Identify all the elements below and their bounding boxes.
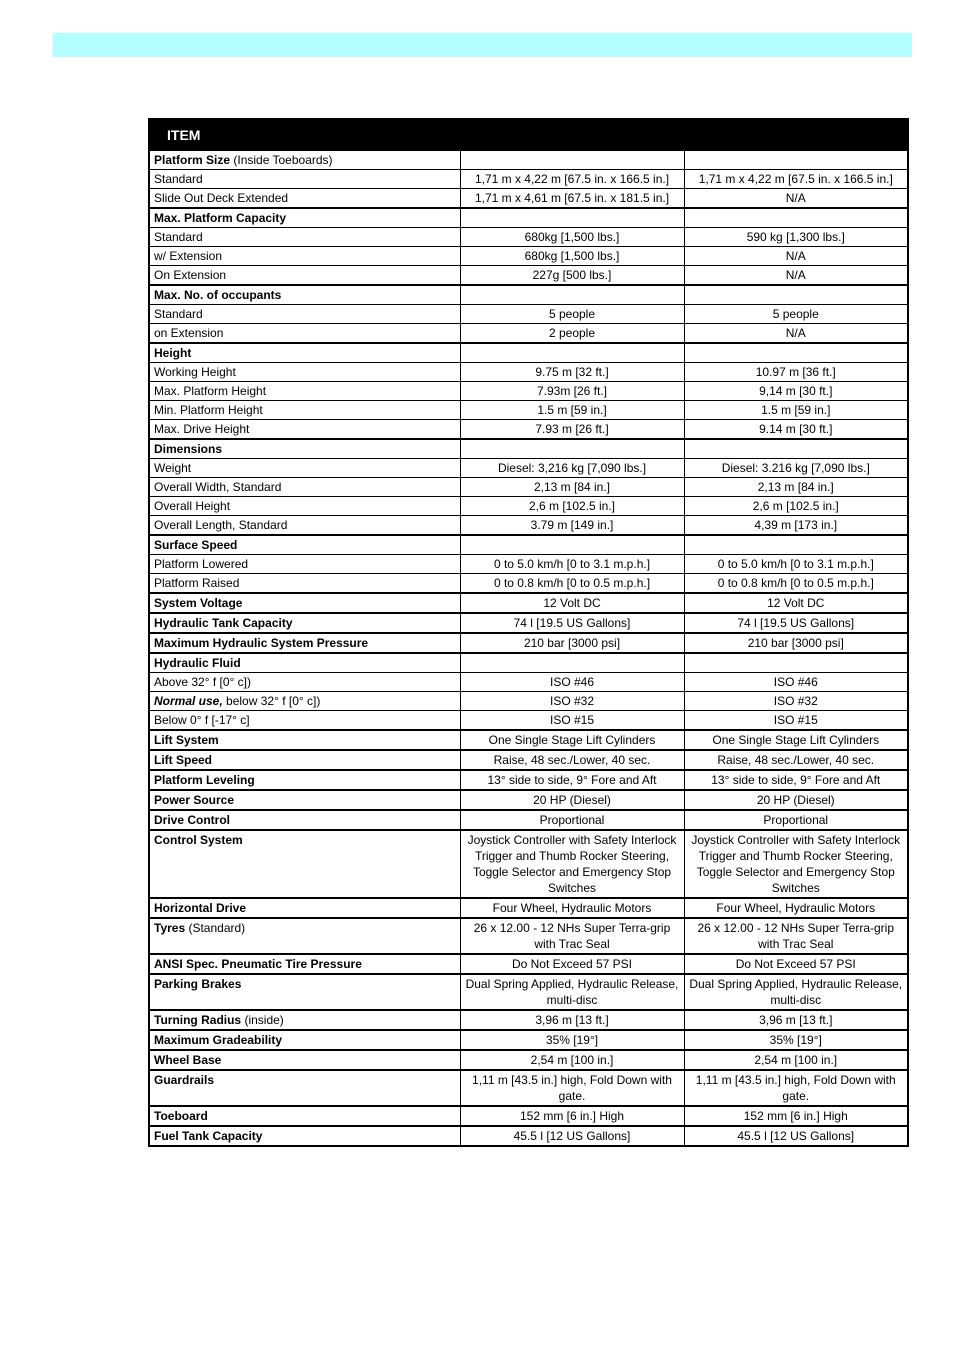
spec-value-model-2: 9.14 m [30 ft.] bbox=[684, 420, 908, 440]
spec-label-text: Overall Height bbox=[154, 499, 231, 513]
spec-label-cell bbox=[149, 954, 460, 974]
spec-value-model-1: 9.75 m [32 ft.] bbox=[460, 363, 684, 382]
spec-value-model-1: Do Not Exceed 57 PSI bbox=[460, 954, 684, 974]
spec-value-model-1: 26 x 12.00 - 12 NHs Super Terra-grip with Trac Seal bbox=[460, 918, 684, 954]
table-row bbox=[149, 574, 908, 594]
spec-value-model-1: Proportional bbox=[460, 810, 684, 830]
spec-label-cell bbox=[149, 593, 460, 613]
spec-value-model-1: One Single Stage Lift Cylinders bbox=[460, 730, 684, 750]
table-row bbox=[149, 1070, 908, 1106]
table-row bbox=[149, 653, 908, 673]
spec-value-model-1: 5 people bbox=[460, 305, 684, 324]
spec-label-cell bbox=[149, 343, 460, 363]
spec-label-bold: Hydraulic Tank Capacity bbox=[154, 616, 293, 630]
spec-label-bold: Fuel Tank Capacity bbox=[154, 1129, 263, 1143]
spec-label-cell bbox=[149, 555, 460, 574]
spec-label-bold: Max. Platform Capacity bbox=[154, 211, 287, 225]
spec-value-model-2: ISO #46 bbox=[684, 673, 908, 692]
table-row bbox=[149, 1106, 908, 1126]
spec-label-cell bbox=[149, 692, 460, 711]
spec-label-bold: Toeboard bbox=[154, 1109, 208, 1123]
spec-label-bold: Lift System bbox=[154, 733, 219, 747]
spec-value-model-2: 152 mm [6 in.] High bbox=[684, 1106, 908, 1126]
table-row bbox=[149, 439, 908, 459]
table-row bbox=[149, 974, 908, 1010]
table-row bbox=[149, 247, 908, 266]
spec-label-bold: Lift Speed bbox=[154, 753, 213, 767]
spec-value-model-2: 26 x 12.00 - 12 NHs Super Terra-grip with Trac Seal bbox=[684, 918, 908, 954]
spec-label-cell bbox=[149, 918, 460, 954]
spec-label-cell bbox=[149, 382, 460, 401]
spec-value-model-2: 3,96 m [13 ft.] bbox=[684, 1010, 908, 1030]
spec-label-cell bbox=[149, 750, 460, 770]
spec-value-model-2 bbox=[684, 208, 908, 228]
spec-value-model-2: 2,6 m [102.5 in.] bbox=[684, 497, 908, 516]
spec-label-text: Standard bbox=[154, 230, 203, 244]
spec-label-cell bbox=[149, 830, 460, 898]
spec-label-bold: Height bbox=[154, 346, 192, 360]
spec-value-model-2: 35% [19°] bbox=[684, 1030, 908, 1050]
spec-value-model-1: 0 to 5.0 km/h [0 to 3.1 m.p.h.] bbox=[460, 555, 684, 574]
table-row bbox=[149, 593, 908, 613]
spec-value-model-2 bbox=[684, 343, 908, 363]
spec-label-bold: Platform Size bbox=[154, 153, 231, 167]
spec-value-model-1: 2,54 m [100 in.] bbox=[460, 1050, 684, 1070]
spec-label-cell bbox=[149, 613, 460, 633]
spec-label-text: Overall Width, Standard bbox=[154, 480, 282, 494]
table-row bbox=[149, 898, 908, 918]
table-row bbox=[149, 770, 908, 790]
spec-label-text: Standard bbox=[154, 172, 203, 186]
table-row bbox=[149, 343, 908, 363]
spec-value-model-2: N/A bbox=[684, 324, 908, 344]
spec-label-text: Slide Out Deck Extended bbox=[154, 191, 289, 205]
spec-label-cell bbox=[149, 439, 460, 459]
spec-label-cell bbox=[149, 673, 460, 692]
spec-value-model-1: ISO #15 bbox=[460, 711, 684, 731]
table-row bbox=[149, 1050, 908, 1070]
table-row bbox=[149, 810, 908, 830]
spec-label-cell bbox=[149, 516, 460, 536]
spec-label-cell bbox=[149, 574, 460, 594]
spec-value-model-1: 3,96 m [13 ft.] bbox=[460, 1010, 684, 1030]
spec-label-bold: Maximum Gradeability bbox=[154, 1033, 283, 1047]
spec-value-model-2: 4,39 m [173 in.] bbox=[684, 516, 908, 536]
table-row bbox=[149, 401, 908, 420]
spec-value-model-2 bbox=[684, 535, 908, 555]
spec-label-cell bbox=[149, 653, 460, 673]
spec-label-bold: Power Source bbox=[154, 793, 235, 807]
spec-value-model-2: 1,71 m x 4,22 m [67.5 in. x 166.5 in.] bbox=[684, 170, 908, 189]
table-row bbox=[149, 830, 908, 898]
table-row bbox=[149, 633, 908, 653]
table-row bbox=[149, 750, 908, 770]
specifications-table bbox=[148, 118, 909, 1147]
spec-value-model-2: 0 to 5.0 km/h [0 to 3.1 m.p.h.] bbox=[684, 555, 908, 574]
spec-value-model-1: 35% [19°] bbox=[460, 1030, 684, 1050]
spec-value-model-2: Dual Spring Applied, Hydraulic Release, multi-disc bbox=[684, 974, 908, 1010]
table-header-item: ITEM bbox=[149, 119, 908, 150]
spec-label-bold: ANSI Spec. Pneumatic Tire Pressure bbox=[154, 957, 362, 971]
spec-label-cell bbox=[149, 420, 460, 440]
spec-value-model-1 bbox=[460, 285, 684, 305]
spec-value-model-1: 152 mm [6 in.] High bbox=[460, 1106, 684, 1126]
spec-value-model-2: 210 bar [3000 psi] bbox=[684, 633, 908, 653]
spec-label-cell bbox=[149, 478, 460, 497]
spec-value-model-2: 10.97 m [36 ft.] bbox=[684, 363, 908, 382]
spec-label-text: Platform Lowered bbox=[154, 557, 249, 571]
spec-label-text: Standard bbox=[154, 307, 203, 321]
spec-value-model-1: 680kg [1,500 lbs.] bbox=[460, 247, 684, 266]
spec-label-bold: Dimensions bbox=[154, 442, 223, 456]
spec-label-text: on Extension bbox=[154, 326, 224, 340]
spec-value-model-2: 590 kg [1,300 lbs.] bbox=[684, 228, 908, 247]
table-row bbox=[149, 266, 908, 286]
spec-label-cell bbox=[149, 459, 460, 478]
spec-value-model-2: ISO #32 bbox=[684, 692, 908, 711]
table-row bbox=[149, 478, 908, 497]
spec-label-cell bbox=[149, 790, 460, 810]
table-row bbox=[149, 790, 908, 810]
spec-label-text: below 32° f [0° c]) bbox=[222, 694, 321, 708]
spec-label-cell bbox=[149, 150, 460, 170]
spec-label-cell bbox=[149, 1050, 460, 1070]
spec-label-cell bbox=[149, 810, 460, 830]
spec-value-model-1: 13° side to side, 9° Fore and Aft bbox=[460, 770, 684, 790]
spec-label-cell bbox=[149, 324, 460, 344]
table-row bbox=[149, 189, 908, 209]
table-body bbox=[149, 150, 908, 1146]
spec-value-model-2: Do Not Exceed 57 PSI bbox=[684, 954, 908, 974]
spec-value-model-1 bbox=[460, 653, 684, 673]
spec-label-bold: Drive Control bbox=[154, 813, 231, 827]
spec-value-model-1: 7.93 m [26 ft.] bbox=[460, 420, 684, 440]
spec-value-model-1: 227g [500 lbs.] bbox=[460, 266, 684, 286]
spec-value-model-2: ISO #15 bbox=[684, 711, 908, 731]
table-row bbox=[149, 613, 908, 633]
spec-value-model-1: 0 to 0.8 km/h [0 to 0.5 m.p.h.] bbox=[460, 574, 684, 594]
spec-value-model-2: 13° side to side, 9° Fore and Aft bbox=[684, 770, 908, 790]
spec-value-model-2: Proportional bbox=[684, 810, 908, 830]
spec-value-model-2: N/A bbox=[684, 189, 908, 209]
spec-value-model-1: ISO #46 bbox=[460, 673, 684, 692]
spec-label-bold: Control System bbox=[154, 833, 243, 847]
spec-value-model-1: 20 HP (Diesel) bbox=[460, 790, 684, 810]
table-row bbox=[149, 228, 908, 247]
header-band bbox=[53, 33, 912, 57]
spec-label-bold: Parking Brakes bbox=[154, 977, 242, 991]
spec-table-container bbox=[148, 118, 909, 1147]
spec-label-bold: Turning Radius bbox=[154, 1013, 242, 1027]
table-row bbox=[149, 305, 908, 324]
spec-value-model-2: 20 HP (Diesel) bbox=[684, 790, 908, 810]
table-row bbox=[149, 420, 908, 440]
spec-label-bold: Wheel Base bbox=[154, 1053, 222, 1067]
spec-label-bold: System Voltage bbox=[154, 596, 243, 610]
table-row bbox=[149, 516, 908, 536]
table-row bbox=[149, 285, 908, 305]
spec-label-cell bbox=[149, 208, 460, 228]
spec-value-model-1: 2,6 m [102.5 in.] bbox=[460, 497, 684, 516]
spec-value-model-2: Raise, 48 sec./Lower, 40 sec. bbox=[684, 750, 908, 770]
table-header-row bbox=[149, 119, 908, 150]
spec-value-model-1 bbox=[460, 208, 684, 228]
table-row bbox=[149, 954, 908, 974]
spec-label-text: Platform Raised bbox=[154, 576, 240, 590]
spec-label-cell bbox=[149, 633, 460, 653]
spec-label-bold: Max. No. of occupants bbox=[154, 288, 282, 302]
spec-value-model-1: Joystick Controller with Safety Interlock Trigger and Thumb Rocker Steering, Toggle Selector and Emergency Stop Switches bbox=[460, 830, 684, 898]
spec-value-model-1: 3.79 m [149 in.] bbox=[460, 516, 684, 536]
table-row bbox=[149, 497, 908, 516]
spec-label-bold: Surface Speed bbox=[154, 538, 238, 552]
table-row bbox=[149, 673, 908, 692]
spec-label-cell bbox=[149, 770, 460, 790]
table-row bbox=[149, 535, 908, 555]
spec-value-model-2: 1.5 m [59 in.] bbox=[684, 401, 908, 420]
spec-label-cell bbox=[149, 228, 460, 247]
spec-label-text: Overall Length, Standard bbox=[154, 518, 288, 532]
spec-value-model-1: 2 people bbox=[460, 324, 684, 344]
spec-value-model-2: 9,14 m [30 ft.] bbox=[684, 382, 908, 401]
table-row bbox=[149, 1126, 908, 1146]
spec-label-cell bbox=[149, 497, 460, 516]
spec-label-text: Max. Drive Height bbox=[154, 422, 250, 436]
spec-value-model-2: N/A bbox=[684, 266, 908, 286]
spec-value-model-2: 1,11 m [43.5 in.] high, Fold Down with gate. bbox=[684, 1070, 908, 1106]
spec-label-cell bbox=[149, 189, 460, 209]
spec-value-model-2: N/A bbox=[684, 247, 908, 266]
spec-label-cell bbox=[149, 305, 460, 324]
spec-label-bold: Platform Leveling bbox=[154, 773, 255, 787]
table-row bbox=[149, 324, 908, 344]
table-row bbox=[149, 1030, 908, 1050]
spec-label-bold: Tyres bbox=[154, 921, 186, 935]
spec-value-model-1: 45.5 l [12 US Gallons] bbox=[460, 1126, 684, 1146]
spec-value-model-2: 5 people bbox=[684, 305, 908, 324]
spec-label-cell bbox=[149, 1126, 460, 1146]
spec-value-model-1: 1,11 m [43.5 in.] high, Fold Down with gate. bbox=[460, 1070, 684, 1106]
table-row bbox=[149, 459, 908, 478]
table-row bbox=[149, 918, 908, 954]
spec-value-model-2: 2,13 m [84 in.] bbox=[684, 478, 908, 497]
spec-value-model-1: ISO #32 bbox=[460, 692, 684, 711]
spec-label-text: Below 0° f [-17° c] bbox=[154, 713, 250, 727]
table-row bbox=[149, 692, 908, 711]
table-row bbox=[149, 711, 908, 731]
spec-label-cell bbox=[149, 711, 460, 731]
spec-value-model-1 bbox=[460, 439, 684, 459]
spec-label-cell bbox=[149, 285, 460, 305]
spec-label-text: Max. Platform Height bbox=[154, 384, 267, 398]
spec-value-model-1: 680kg [1,500 lbs.] bbox=[460, 228, 684, 247]
spec-label-cell bbox=[149, 170, 460, 189]
spec-label-text: (inside) bbox=[241, 1013, 284, 1027]
table-row bbox=[149, 208, 908, 228]
spec-label-text: On Extension bbox=[154, 268, 227, 282]
spec-label-bold: Maximum Hydraulic System Pressure bbox=[154, 636, 369, 650]
spec-label-cell bbox=[149, 363, 460, 382]
spec-value-model-2 bbox=[684, 285, 908, 305]
table-row bbox=[149, 170, 908, 189]
spec-label-cell bbox=[149, 266, 460, 286]
spec-value-model-1: Diesel: 3,216 kg [7,090 lbs.] bbox=[460, 459, 684, 478]
spec-value-model-1: Raise, 48 sec./Lower, 40 sec. bbox=[460, 750, 684, 770]
spec-value-model-1: 210 bar [3000 psi] bbox=[460, 633, 684, 653]
spec-value-model-2: 0 to 0.8 km/h [0 to 0.5 m.p.h.] bbox=[684, 574, 908, 594]
spec-value-model-1 bbox=[460, 343, 684, 363]
table-row bbox=[149, 555, 908, 574]
table-row bbox=[149, 382, 908, 401]
spec-value-model-1: Dual Spring Applied, Hydraulic Release, multi-disc bbox=[460, 974, 684, 1010]
spec-label-cell bbox=[149, 247, 460, 266]
spec-value-model-1: 7.93m [26 ft.] bbox=[460, 382, 684, 401]
spec-value-model-1: 2,13 m [84 in.] bbox=[460, 478, 684, 497]
spec-value-model-1: 1,71 m x 4,22 m [67.5 in. x 166.5 in.] bbox=[460, 170, 684, 189]
spec-value-model-1: 1,71 m x 4,61 m [67.5 in. x 181.5 in.] bbox=[460, 189, 684, 209]
spec-label-bold: Hydraulic Fluid bbox=[154, 656, 241, 670]
spec-value-model-2: Four Wheel, Hydraulic Motors bbox=[684, 898, 908, 918]
table-row bbox=[149, 150, 908, 170]
spec-label-bold: Horizontal Drive bbox=[154, 901, 247, 915]
spec-label-cell bbox=[149, 974, 460, 1010]
spec-value-model-1 bbox=[460, 535, 684, 555]
spec-label-cell bbox=[149, 401, 460, 420]
spec-label-cell bbox=[149, 1070, 460, 1106]
table-row bbox=[149, 363, 908, 382]
spec-label-text: Weight bbox=[154, 461, 192, 475]
spec-label-cell bbox=[149, 898, 460, 918]
spec-label-bold: Guardrails bbox=[154, 1073, 215, 1087]
spec-value-model-1: 74 l [19.5 US Gallons] bbox=[460, 613, 684, 633]
table-row bbox=[149, 730, 908, 750]
spec-value-model-2: 74 l [19.5 US Gallons] bbox=[684, 613, 908, 633]
spec-value-model-2 bbox=[684, 439, 908, 459]
spec-label-text: Working Height bbox=[154, 365, 236, 379]
spec-value-model-2: 45.5 l [12 US Gallons] bbox=[684, 1126, 908, 1146]
spec-label-cell bbox=[149, 1106, 460, 1126]
spec-label-cell bbox=[149, 1030, 460, 1050]
spec-value-model-1: 12 Volt DC bbox=[460, 593, 684, 613]
spec-label-text: (Standard) bbox=[185, 921, 246, 935]
spec-label-cell bbox=[149, 535, 460, 555]
spec-value-model-1: 1.5 m [59 in.] bbox=[460, 401, 684, 420]
spec-label-cell bbox=[149, 1010, 460, 1030]
spec-label-italic: Normal use, bbox=[154, 694, 223, 708]
spec-value-model-1 bbox=[460, 150, 684, 170]
spec-label-text: w/ Extension bbox=[154, 249, 223, 263]
spec-value-model-2: Joystick Controller with Safety Interlock Trigger and Thumb Rocker Steering, Toggle Selector and Emergency Stop Switches bbox=[684, 830, 908, 898]
spec-value-model-2 bbox=[684, 150, 908, 170]
spec-label-text: Above 32° f [0° c]) bbox=[154, 675, 251, 689]
spec-value-model-2: One Single Stage Lift Cylinders bbox=[684, 730, 908, 750]
spec-value-model-2: 12 Volt DC bbox=[684, 593, 908, 613]
spec-value-model-2: 2,54 m [100 in.] bbox=[684, 1050, 908, 1070]
spec-value-model-1: Four Wheel, Hydraulic Motors bbox=[460, 898, 684, 918]
spec-value-model-2: Diesel: 3.216 kg [7,090 lbs.] bbox=[684, 459, 908, 478]
spec-label-text: (Inside Toeboards) bbox=[230, 153, 333, 167]
spec-label-text: Min. Platform Height bbox=[154, 403, 263, 417]
spec-value-model-2 bbox=[684, 653, 908, 673]
spec-label-cell bbox=[149, 730, 460, 750]
table-row bbox=[149, 1010, 908, 1030]
